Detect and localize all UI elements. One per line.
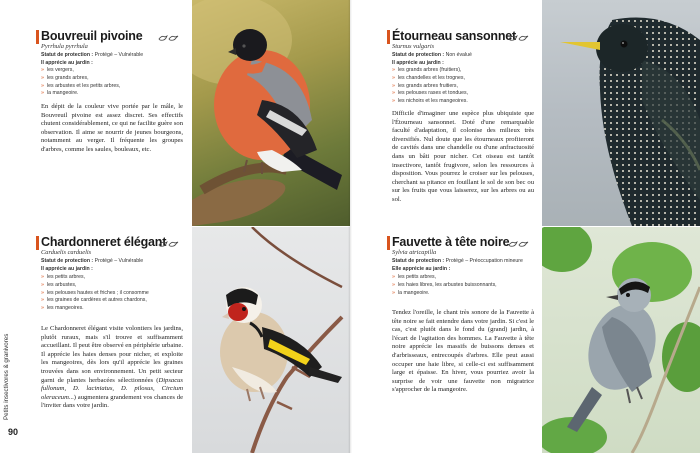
latin-name: Pyrrhula pyrrhula	[41, 43, 88, 50]
chardonneret-text-card	[0, 227, 192, 453]
bullfinch-illustration	[192, 0, 350, 226]
description-text: Le Chardonneret élégant visite volontiers les jardins, plutôt ruraux, mais s'il trouve et suffisamment accueillant. Il peut être observé en périphérie urbaine. Il apprécie les haies denses pour nicher, et exploite les mangeoires, dès lors qu'il apprécie les graines trouvées dans son environnement. Un petit secteur garni de plantes herbacées sélectionnées (	[41, 325, 183, 384]
list-item: » les pelouses rases et tondues,	[392, 90, 468, 98]
list-item: » la mangeoire.	[392, 290, 497, 298]
protection-status	[41, 258, 143, 264]
bullfinch-photo	[192, 0, 350, 226]
chapter-label-text: Petits insectivores & granivores	[3, 333, 10, 420]
bird-silhouettes-icon	[508, 33, 530, 43]
title-accent-bar	[387, 236, 390, 250]
list-item: » les arbustes et les petits arbres,	[41, 83, 120, 91]
description-paragraph: En dépit de la couleur vive portée par le mâle, le Bouvreuil pivoine est assez discret. Ses effectifs chutent considérablement, ce qui ne facilite guère son observation. Il aime se nourrir de jeunes bourgeons, notamment au verger. Il fréquente les groupes d'arbres, comme les saules, bouleaux, etc.	[41, 103, 183, 153]
status-label: Statut de protection :	[392, 52, 445, 58]
blackcap-photo	[542, 227, 700, 453]
garden-heading: Elle apprécie au jardin :	[392, 266, 451, 272]
goldfinch-photo	[192, 227, 350, 453]
list-item: » les nichoirs et les mangeoires.	[392, 98, 468, 106]
description-paragraph	[41, 325, 183, 411]
list-item: » les haies libres, les arbustes buissonnants,	[392, 282, 497, 290]
species-description	[41, 325, 183, 411]
starling-illustration	[542, 0, 700, 226]
latin-name: Sturnus vulgaris	[392, 43, 435, 50]
status-value: Non évalué	[445, 52, 472, 58]
blackcap-illustration	[542, 227, 700, 453]
species-title: Bouvreuil pivoine	[41, 29, 143, 43]
title-accent-bar	[36, 236, 39, 250]
status-value: Protégé – Vulnérable	[94, 52, 144, 58]
status-value: Protégé – Vulnérable	[94, 258, 144, 264]
list-item: » les pelouses hautes et friches ; il consomme	[41, 290, 149, 298]
list-item: » les vergers,	[41, 67, 120, 75]
etourneau-text-card	[350, 0, 542, 226]
species-title: Fauvette à tête noire	[392, 235, 510, 249]
garden-list	[392, 274, 497, 297]
latin-name: Sylvia atricapilla	[392, 249, 437, 256]
list-item: » la mangeoire.	[41, 90, 120, 98]
garden-list	[392, 67, 468, 106]
species-description	[392, 309, 534, 395]
right-page	[350, 0, 700, 453]
description-paragraph: Difficile d'imaginer une espèce plus ubiquiste que l'Étourneau sansonnet. Doté d'une remarquable faculté d'adaptation, il colonise des milieux très diversifiés. Nul doute que les étourneaux profiteront de cavités dans une chandelle ou d'une anfractuosité dans un bâti pour nicher. Cet oiseau est tantôt insectivore, tantôt frugivore, selon les ressources à disposition. Vous pourrez le croiser sur les pelouses, cherchant sa pitance en fouillant le sol de son bec ou sur les fruits que vous laisserez, sur les arbres ou au sol.	[392, 110, 534, 203]
garden-heading: Il apprécie au jardin :	[392, 60, 444, 66]
description-paragraph: Tendez l'oreille, le chant très sonore de la Fauvette à tête noire se fait entendre dans votre jardin. Si c'est le cas, c'est plutôt dans le fond du (grand) jardin, à l'écart de l'agitation des hommes. La Fauvette à tête noire apprécie les massifs de buissons denses et d'arbrisseaux, entrecoupés d'arbres. Elle peut aussi occuper une haie libre, si celle-ci est suffisamment large et épaisse. En hiver, vous pourriez avoir la surprise de voir une fauvette non migratrice s'approcher de la mangeoire.	[392, 309, 534, 394]
garden-list	[41, 67, 120, 98]
garden-list	[41, 274, 149, 313]
starling-photo	[542, 0, 700, 226]
description-text: ...) augmentera grandement vos chances de l'inviter dans votre jardin.	[41, 393, 183, 410]
list-item: » les mangeoires.	[41, 305, 149, 313]
status-value: Protégé – Préoccupation mineure	[445, 258, 523, 264]
bird-silhouettes-icon	[158, 33, 180, 43]
species-title: Chardonneret élégant	[41, 235, 167, 249]
bouvreuil-text-card	[0, 0, 192, 226]
page-number: 90	[8, 427, 19, 437]
list-item: » les chandelles et les trognes,	[392, 75, 468, 83]
list-item: » les arbustes,	[41, 282, 149, 290]
status-label: Statut de protection :	[392, 258, 445, 264]
species-description	[41, 103, 183, 155]
garden-heading: Il apprécie au jardin :	[41, 60, 93, 66]
list-item: » les petits arbres,	[392, 274, 497, 282]
chapter-side-label	[3, 300, 13, 420]
list-item: » les grands arbres (fruitiers),	[392, 67, 468, 75]
protection-status	[392, 52, 472, 58]
status-label: Statut de protection :	[41, 258, 94, 264]
title-accent-bar	[387, 30, 390, 44]
list-item: » les grands arbres,	[41, 75, 120, 83]
list-item: » les petits arbres,	[41, 274, 149, 282]
status-label: Statut de protection :	[41, 52, 94, 58]
species-title: Étourneau sansonnet	[392, 29, 516, 43]
garden-heading: Il apprécie au jardin :	[41, 266, 93, 272]
list-item: » les grands arbres fruitiers,	[392, 83, 468, 91]
species-description	[392, 110, 534, 205]
protection-status	[41, 52, 143, 58]
protection-status	[392, 258, 523, 264]
fauvette-text-card	[350, 227, 542, 453]
book-gutter	[348, 0, 352, 453]
goldfinch-illustration	[192, 227, 350, 453]
latin-name: Carduelis carduelis	[41, 249, 92, 256]
bird-silhouettes-icon	[158, 239, 180, 249]
plant-latin-names: Dipsacus fullonum, D. laciniatus, D. pilosus, Circium oleraceum	[41, 376, 183, 401]
title-accent-bar	[36, 30, 39, 44]
list-item: » les graines de cardères et autres chardons,	[41, 297, 149, 305]
bird-silhouettes-icon	[508, 239, 530, 249]
